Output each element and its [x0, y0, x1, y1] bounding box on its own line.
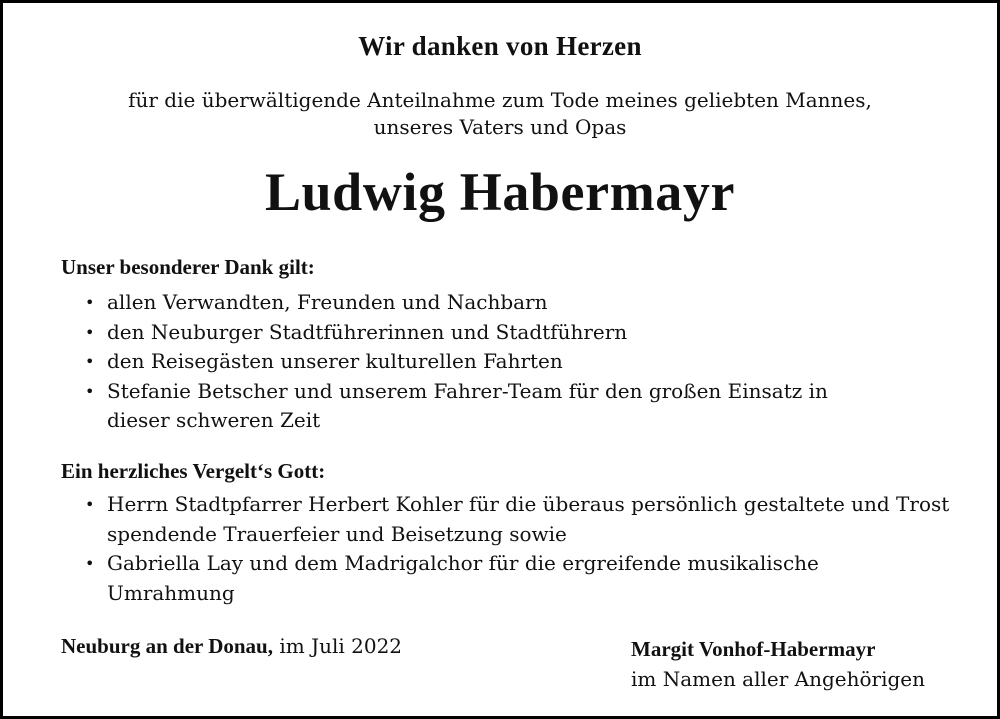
- list-item: • Herrn Stadtpfarrer Herbert Kohler für die überaus persönlich gestaltete und Trost spendende Trauerfeier und Beisetzung sowie: [85, 492, 950, 546]
- section-title-special-thanks: Unser besonderer Dank gilt:: [61, 255, 315, 279]
- heading: Wir danken von Herzen: [358, 31, 642, 61]
- list-item: • den Neuburger Stadtführerinnen und Stadtführern: [85, 318, 965, 348]
- bullet-icon: •: [85, 352, 95, 371]
- signer-note: im Namen aller Angehörigen: [631, 667, 926, 691]
- bullet-icon: •: [85, 322, 95, 342]
- place-and-date: [61, 634, 402, 659]
- signature-block: [631, 634, 925, 694]
- list-item: • den Reisegästen unserer kulturellen Fahrten: [85, 347, 965, 377]
- bullet-icon: •: [85, 554, 95, 573]
- section-title-vergelts-gott: Ein herzliches Vergelt‘s Gott:: [61, 459, 326, 483]
- list-item: • Gabriella Lay und dem Madrigalchor für die ergreifende musikalische Umrahmung: [85, 551, 819, 605]
- vergelts-gott-list: [85, 490, 965, 608]
- intro-line-2: unseres Vaters und Opas: [373, 115, 627, 139]
- place: Neuburg an der Donau,: [61, 634, 273, 658]
- bullet-icon: •: [85, 495, 95, 514]
- list-item: • Stefanie Betscher und unserem Fahrer-Team für den großen Einsatz in dieser schweren Zeit: [85, 378, 828, 432]
- intro-text: [3, 87, 997, 141]
- signer-name: Margit Vonhof-Habermayr: [631, 637, 876, 661]
- intro-line-1: für die überwältigende Anteilnahme zum Tode meines geliebten Mannes,: [128, 88, 872, 112]
- list-item: • allen Verwandten, Freunden und Nachbarn: [85, 288, 965, 318]
- special-thanks-list: [85, 288, 965, 436]
- bullet-icon: •: [85, 381, 95, 401]
- deceased-name: Ludwig Habermayr: [264, 162, 736, 222]
- date: im Juli 2022: [279, 634, 403, 658]
- bullet-icon: •: [85, 293, 95, 312]
